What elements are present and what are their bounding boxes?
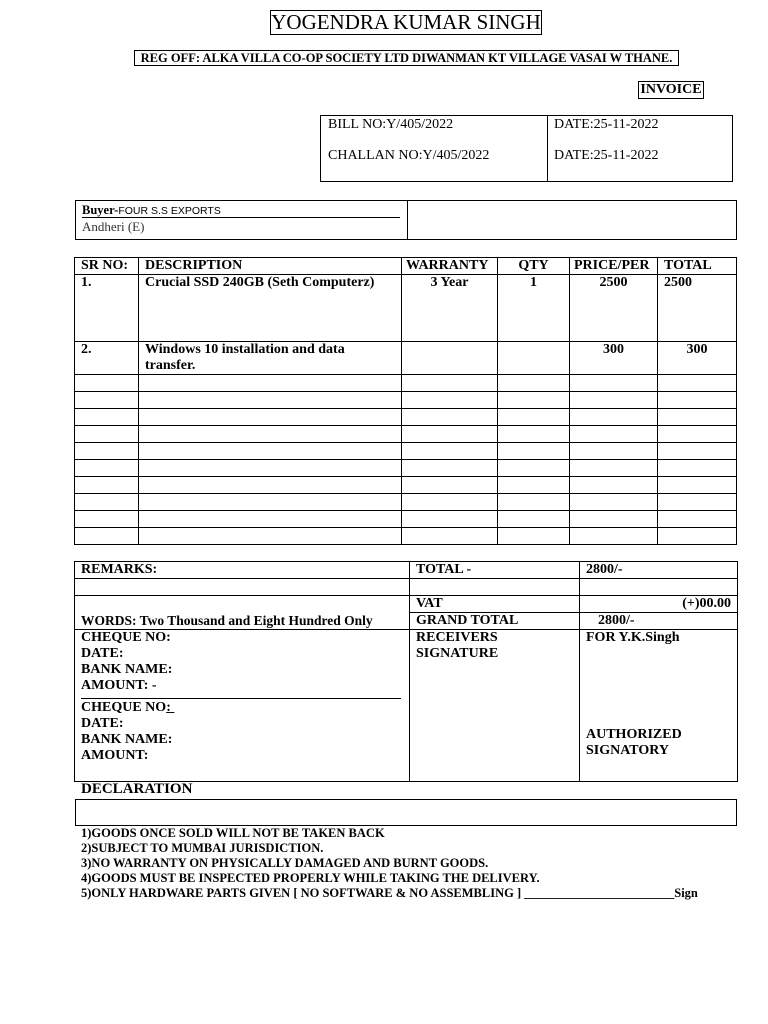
item-sr: 1.: [75, 275, 139, 342]
challan-number: CHALLAN NO:Y/405/2022: [328, 148, 490, 163]
cheque-details: [75, 630, 410, 782]
empty-row: [75, 511, 737, 528]
receivers-signature: [410, 630, 580, 782]
empty-row: [75, 375, 737, 392]
bill-divider: [547, 116, 548, 181]
item-price: 2500: [570, 275, 658, 342]
amount-in-words: WORDS: Two Thousand and Eight Hundred Only: [75, 613, 410, 630]
cheque2-amount: AMOUNT:: [81, 748, 149, 763]
declaration-box: [75, 799, 737, 826]
item-total: 2500: [658, 275, 737, 342]
authorized-line2: SIGNATORY: [586, 743, 670, 758]
declaration-item: 5)ONLY HARDWARE PARTS GIVEN [ NO SOFTWARE & NO ASSEMBLING ] ________________________Sign: [81, 886, 698, 900]
empty-row: [75, 443, 737, 460]
declaration-item: 1)GOODS ONCE SOLD WILL NOT BE TAKEN BACK: [81, 826, 385, 840]
buyer-address: Andheri (E): [82, 219, 145, 234]
authorized-line1: AUTHORIZED: [586, 727, 682, 742]
empty-row: [75, 426, 737, 443]
remarks-label: REMARKS:: [75, 562, 410, 579]
buyer-label: Buyer-: [82, 203, 119, 217]
buyer-box: [75, 200, 737, 240]
total-label: TOTAL -: [410, 562, 580, 579]
registered-office: REG OFF: ALKA VILLA CO-OP SOCIETY LTD DIWANMAN KT VILLAGE VASAI W THANE.: [134, 50, 679, 66]
authorized-signatory: [580, 630, 738, 782]
receivers-line1: RECEIVERS: [416, 630, 498, 645]
grand-total-label: GRAND TOTAL: [410, 613, 580, 630]
cheque1-no: CHEQUE NO:: [81, 630, 171, 645]
empty-row: [75, 494, 737, 511]
for-company: FOR Y.K.Singh: [586, 630, 680, 645]
cheque2-no-line: [81, 700, 174, 716]
challan-date: DATE:25-11-2022: [554, 148, 659, 163]
declaration-item: 4)GOODS MUST BE INSPECTED PROPERLY WHILE TAKING THE DELIVERY.: [81, 871, 540, 885]
buyer-name: FOUR S.S EXPORTS: [118, 205, 221, 217]
cheque1-amount: AMOUNT: -: [81, 678, 157, 693]
remarks-blank: [75, 579, 410, 596]
items-table: [74, 257, 737, 545]
cheque2-bank: BANK NAME:: [81, 732, 173, 747]
cheque2-no: CHEQUE NO: [81, 700, 167, 715]
empty-row: [75, 392, 737, 409]
item-description: Crucial SSD 240GB (Seth Computerz): [139, 275, 402, 342]
empty-row: [75, 460, 737, 477]
buyer-name-line: [82, 201, 400, 218]
grand-total-value: 2800/-: [580, 613, 738, 630]
summary-table: [74, 561, 738, 782]
item-total: 300: [658, 342, 737, 375]
empty-row: [75, 409, 737, 426]
declaration-title: DECLARATION: [81, 781, 193, 797]
header-total: TOTAL: [658, 258, 737, 275]
items-header-row: [75, 258, 737, 275]
item-sr: 2.: [75, 342, 139, 375]
cheque-divider: [81, 698, 401, 699]
declaration-item: 2)SUBJECT TO MUMBAI JURISDICTION.: [81, 841, 324, 855]
bill-info-box: [320, 115, 733, 182]
cheque1-bank: BANK NAME:: [81, 662, 173, 677]
cheque2-date: DATE:: [81, 716, 124, 731]
item-qty: 1: [498, 275, 570, 342]
header-description: DESCRIPTION: [139, 258, 402, 275]
item-warranty: [402, 342, 498, 375]
declaration-item: 3)NO WARRANTY ON PHYSICALLY DAMAGED AND BURNT GOODS.: [81, 856, 489, 870]
cheque2-no-colon: :: [166, 700, 171, 715]
vat-value: (+)00.00: [580, 596, 738, 613]
table-row: [75, 275, 737, 342]
item-warranty: 3 Year: [402, 275, 498, 342]
item-price: 300: [570, 342, 658, 375]
bill-number: BILL NO:Y/405/2022: [328, 117, 454, 132]
company-name: YOGENDRA KUMAR SINGH: [271, 10, 541, 34]
empty-row: [75, 528, 737, 545]
total-value: 2800/-: [580, 562, 738, 579]
item-description: Windows 10 installation and data transfer.: [139, 342, 402, 375]
document-type: INVOICE: [638, 81, 704, 99]
table-row: [75, 342, 737, 375]
receivers-line2: SIGNATURE: [416, 646, 499, 661]
header-price: PRICE/PER: [570, 258, 658, 275]
declaration-list: [81, 826, 698, 901]
item-qty: [498, 342, 570, 375]
remarks-blank: [75, 596, 410, 613]
vat-label: VAT: [410, 596, 580, 613]
header-warranty: WARRANTY: [402, 258, 498, 275]
header-sr: SR NO:: [75, 258, 139, 275]
header-qty: QTY: [498, 258, 570, 275]
buyer-divider: [407, 201, 408, 239]
cheque1-date: DATE:: [81, 646, 124, 661]
bill-date: DATE:25-11-2022: [554, 117, 659, 132]
empty-row: [75, 477, 737, 494]
